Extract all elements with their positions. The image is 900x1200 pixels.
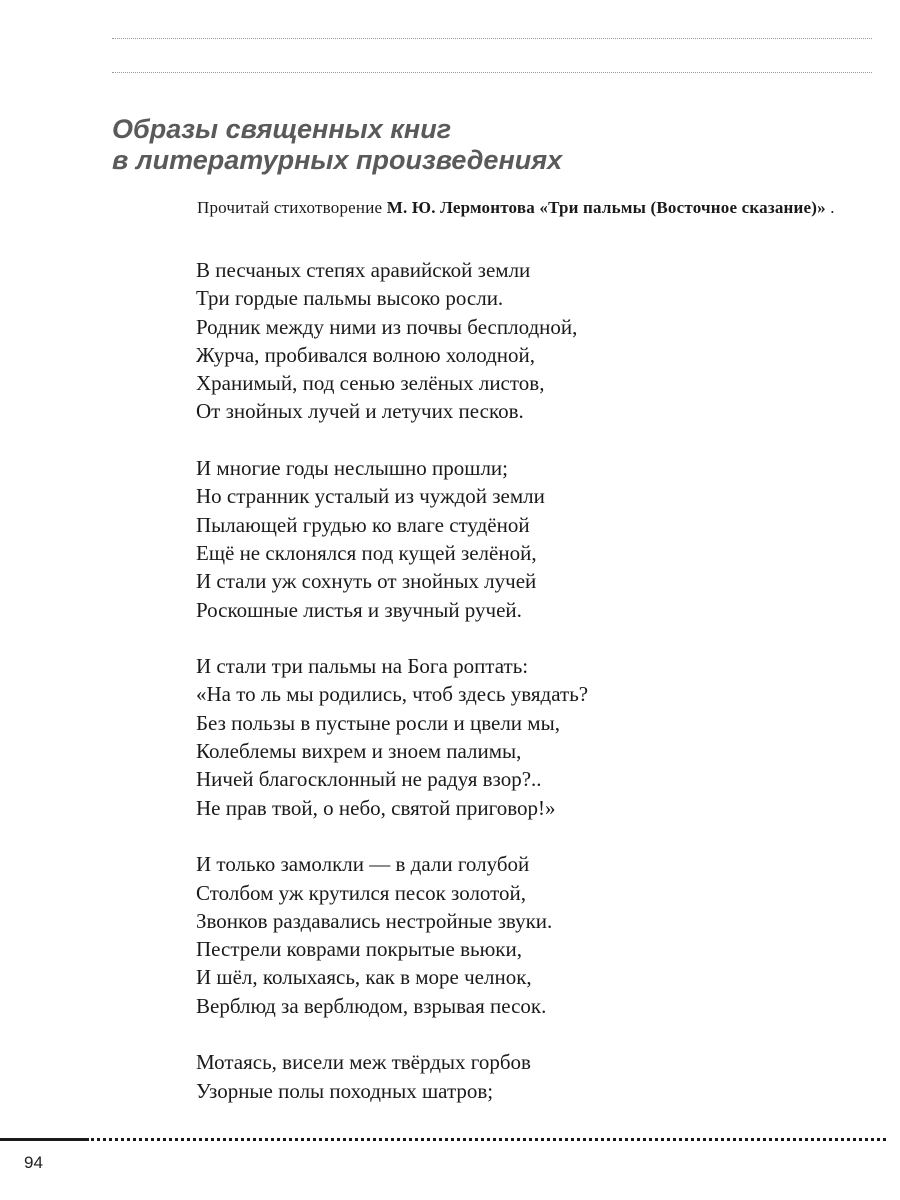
page-number: 94	[24, 1153, 43, 1172]
poem-line: От знойных лучей и летучих песков.	[196, 399, 524, 424]
poem-line: Но странник усталый из чуждой земли	[196, 484, 545, 509]
poem-line: И стали три пальмы на Бога роптать:	[196, 654, 529, 679]
poem-line: Родник между ними из почвы бесплодной,	[196, 314, 578, 339]
poem-line: Столбом уж крутился песок золотой,	[196, 880, 527, 905]
poem-line: Без пользы в пустыне росли и цвели мы,	[196, 710, 560, 735]
poem-line: Мотаясь, висели меж твёрдых горбов	[196, 1050, 531, 1075]
poem-line: Верблюд за верблюдом, взрывая песок.	[196, 993, 547, 1018]
poem-stanza	[196, 1048, 856, 1105]
instruction-text	[197, 197, 873, 218]
poem-line: И только замолкли — в дали голубой	[196, 852, 530, 877]
poem-stanza	[196, 256, 856, 426]
poem-line: «На то ль мы родились, чтоб здесь увядать?	[196, 682, 589, 707]
poem-stanza	[196, 652, 856, 822]
instruction-suffix: .	[825, 198, 835, 217]
instruction-prefix: Прочитай стихотворение	[197, 198, 387, 217]
poem-stanza	[196, 454, 856, 624]
poem-line: И стали уж сохнуть от знойных лучей	[196, 569, 537, 594]
footer-rule-solid	[0, 1138, 86, 1141]
top-dotted-rule	[112, 38, 872, 39]
poem-line: Хранимый, под сенью зелёных листов,	[196, 371, 545, 396]
poem-line: В песчаных степях аравийской земли	[196, 258, 531, 282]
poem-line: Три гордые пальмы высоко росли.	[196, 286, 504, 311]
instruction-author-title: М. Ю. Лермонтова «Три пальмы (Восточное сказание)»	[386, 198, 826, 217]
poem-line: Колеблемы вихрем и зноем палимы,	[196, 739, 522, 764]
poem-line: Журча, пробивался волною холодной,	[196, 342, 536, 367]
poem-line: Узорные полы походных шатров;	[196, 1078, 494, 1103]
poem-line: Ещё не склонялся под кущей зелёной,	[196, 540, 537, 565]
poem-stanza	[196, 850, 856, 1020]
poem	[196, 256, 856, 1105]
footer-rule-dotted	[86, 1138, 886, 1141]
poem-line: Пестрели коврами покрытые вьюки,	[196, 937, 522, 962]
poem-line: Звонков раздавались нестройные звуки.	[196, 908, 553, 933]
poem-line: И многие годы неслышно прошли;	[196, 456, 509, 481]
section-title-line: Образы священных книг	[112, 114, 452, 144]
poem-line: И шёл, колыхаясь, как в море челнок,	[196, 965, 532, 990]
section-title-line: в литературных произведениях	[112, 145, 563, 175]
top-dotted-rule	[112, 72, 872, 73]
poem-line: Роскошные листья и звучный ручей.	[196, 597, 522, 622]
poem-line: Не прав твой, о небо, святой приговор!»	[196, 795, 556, 820]
poem-line: Пылающей грудью ко влаге студёной	[196, 512, 530, 537]
section-title	[112, 114, 812, 176]
poem-line: Ничей благосклонный не радуя взор?..	[196, 767, 542, 792]
